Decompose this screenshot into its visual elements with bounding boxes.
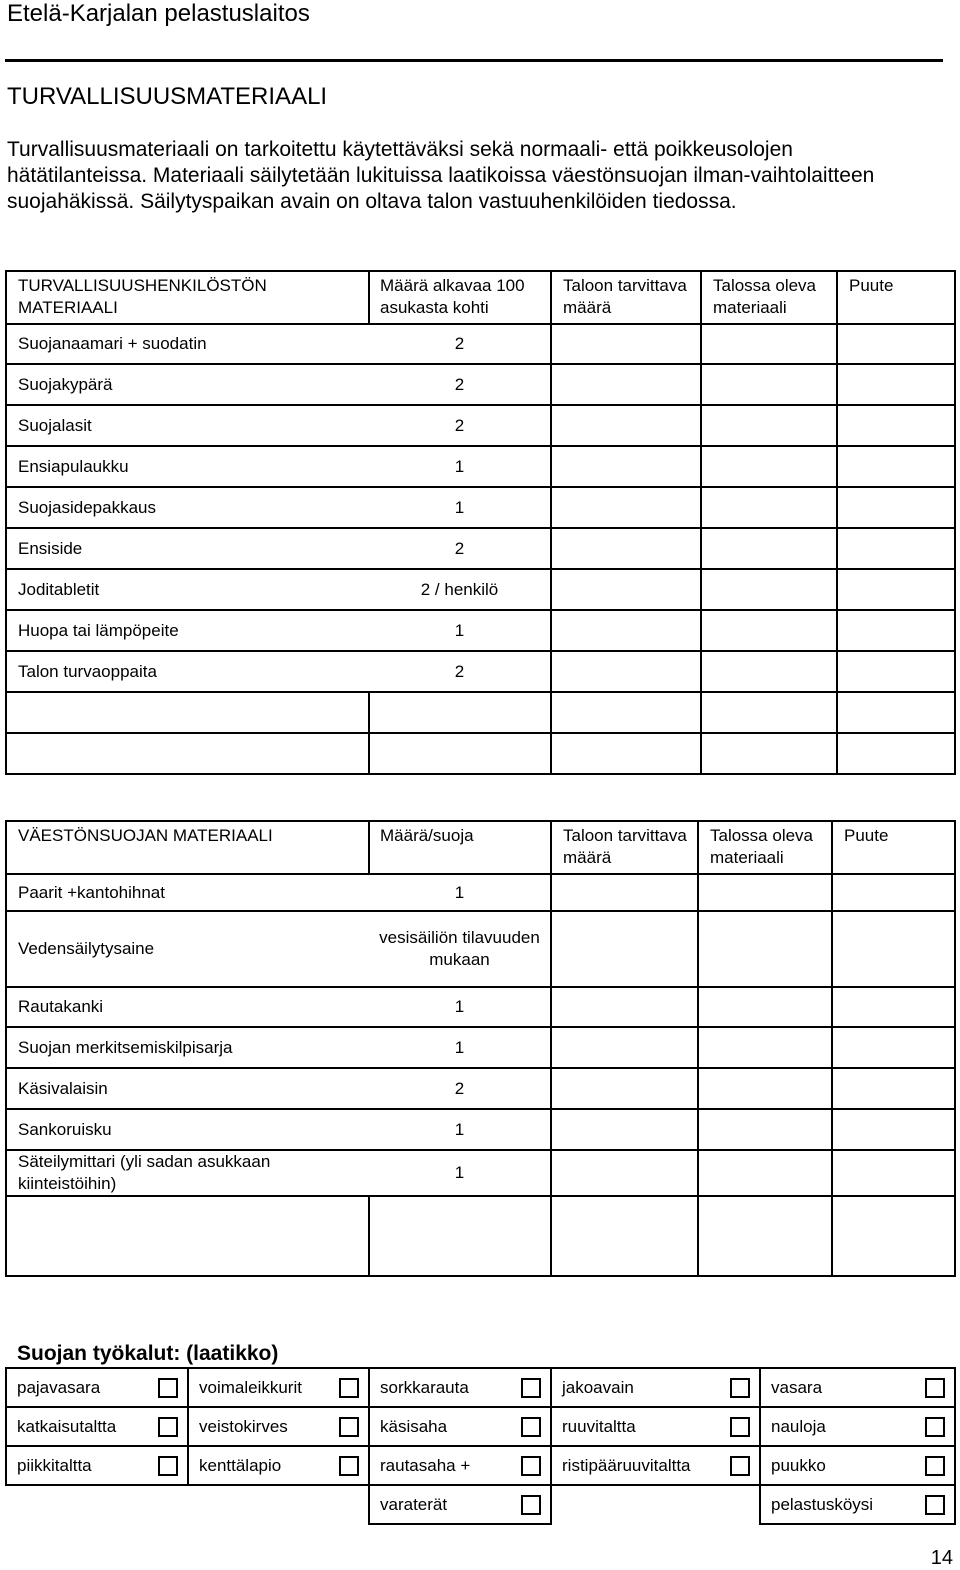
- required-cell[interactable]: [551, 528, 701, 569]
- item-name: Suojakypärä: [6, 364, 369, 405]
- tool-label: vasara: [760, 1368, 916, 1407]
- tools-row: [6, 1407, 955, 1446]
- item-name: Suojalasit: [6, 405, 369, 446]
- tool-checkbox-cell: [330, 1407, 369, 1446]
- blank-cell[interactable]: [837, 692, 955, 733]
- column-header: Taloon tarvittava määrä: [551, 821, 698, 874]
- blank-cell[interactable]: [551, 1196, 698, 1276]
- checkbox[interactable]: [925, 1378, 945, 1398]
- column-header: Määrä/suoja: [369, 821, 551, 874]
- existing-cell[interactable]: [701, 651, 837, 692]
- existing-cell[interactable]: [701, 446, 837, 487]
- existing-cell[interactable]: [698, 987, 832, 1027]
- required-cell[interactable]: [551, 487, 701, 528]
- shortage-cell[interactable]: [837, 528, 955, 569]
- table-row: [6, 364, 955, 405]
- tool-label: pelastusköysi: [760, 1485, 916, 1524]
- existing-cell[interactable]: [698, 911, 832, 987]
- checkbox[interactable]: [730, 1417, 750, 1437]
- blank-cell[interactable]: [698, 1196, 832, 1276]
- personnel-materials-table: [5, 270, 956, 775]
- table-row: [6, 1150, 955, 1196]
- checkbox[interactable]: [339, 1378, 359, 1398]
- tool-label: ristipääruuvitaltta: [551, 1446, 721, 1485]
- column-header: Puute: [837, 271, 955, 324]
- tools-row: [6, 1485, 955, 1524]
- organization-header: Etelä-Karjalan pelastuslaitos: [7, 0, 310, 27]
- column-header: Taloon tarvittava määrä: [551, 271, 701, 324]
- tool-label: varaterät: [369, 1485, 512, 1524]
- blank-cell[interactable]: [369, 1196, 551, 1276]
- shortage-cell[interactable]: [837, 324, 955, 364]
- empty-cell: [330, 1485, 369, 1524]
- item-quantity: 2 / henkilö: [369, 569, 551, 610]
- tool-checkbox-cell: [916, 1407, 955, 1446]
- blank-row: [6, 1196, 955, 1276]
- table-row: [6, 487, 955, 528]
- tool-checkbox-cell: [721, 1407, 760, 1446]
- item-quantity: 2: [369, 528, 551, 569]
- tool-checkbox-cell: [149, 1446, 188, 1485]
- tool-label: nauloja: [760, 1407, 916, 1446]
- item-name: Huopa tai lämpöpeite: [6, 610, 369, 651]
- empty-cell: [6, 1485, 149, 1524]
- blank-cell[interactable]: [551, 692, 701, 733]
- required-cell[interactable]: [551, 651, 701, 692]
- checkbox[interactable]: [925, 1495, 945, 1515]
- existing-cell[interactable]: [701, 364, 837, 405]
- shortage-cell[interactable]: [832, 911, 955, 987]
- required-cell[interactable]: [551, 874, 698, 911]
- blank-cell[interactable]: [369, 733, 551, 774]
- tool-checkbox-cell: [149, 1407, 188, 1446]
- blank-row: [6, 733, 955, 774]
- shortage-cell[interactable]: [832, 1109, 955, 1150]
- shortage-cell[interactable]: [837, 405, 955, 446]
- tool-checkbox-cell: [330, 1368, 369, 1407]
- item-quantity: 1: [369, 987, 551, 1027]
- empty-cell: [149, 1485, 188, 1524]
- shortage-cell[interactable]: [837, 364, 955, 405]
- column-header: Määrä alkavaa 100 asukasta kohti: [369, 271, 551, 324]
- existing-cell[interactable]: [701, 405, 837, 446]
- column-header: Talossa oleva materiaali: [701, 271, 837, 324]
- checkbox[interactable]: [339, 1456, 359, 1476]
- shortage-cell[interactable]: [832, 1027, 955, 1068]
- item-quantity: 2: [369, 364, 551, 405]
- blank-cell[interactable]: [701, 692, 837, 733]
- tool-label: voimaleikkurit: [188, 1368, 330, 1407]
- tool-checkbox-cell: [512, 1407, 551, 1446]
- table-row: [6, 569, 955, 610]
- empty-cell: [721, 1485, 760, 1524]
- blank-cell[interactable]: [6, 1196, 369, 1276]
- page-number: 14: [930, 1547, 953, 1569]
- tool-label: käsisaha: [369, 1407, 512, 1446]
- item-name: Käsivalaisin: [6, 1068, 369, 1109]
- tool-checkbox-cell: [721, 1368, 760, 1407]
- checkbox[interactable]: [925, 1417, 945, 1437]
- required-cell[interactable]: [551, 911, 698, 987]
- required-cell[interactable]: [551, 324, 701, 364]
- shortage-cell[interactable]: [832, 1150, 955, 1196]
- column-header: Puute: [832, 821, 955, 874]
- blank-cell[interactable]: [6, 733, 369, 774]
- item-name: Suojanaamari + suodatin: [6, 324, 369, 364]
- checkbox[interactable]: [521, 1378, 541, 1398]
- table-row: [6, 1027, 955, 1068]
- shortage-cell[interactable]: [837, 651, 955, 692]
- table-header-row: [6, 821, 955, 874]
- item-name: Sankoruisku: [6, 1109, 369, 1150]
- required-cell[interactable]: [551, 446, 701, 487]
- tool-label: piikkitaltta: [6, 1446, 149, 1485]
- item-quantity: 1: [369, 874, 551, 911]
- item-name: Vedensäilytysaine: [6, 911, 369, 987]
- checkbox[interactable]: [730, 1456, 750, 1476]
- required-cell[interactable]: [551, 569, 701, 610]
- table-row: [6, 911, 955, 987]
- shelter-materials-table: [5, 820, 956, 1277]
- tool-label: katkaisutaltta: [6, 1407, 149, 1446]
- blank-cell[interactable]: [6, 692, 369, 733]
- checkbox[interactable]: [339, 1417, 359, 1437]
- table-row: [6, 405, 955, 446]
- required-cell[interactable]: [551, 987, 698, 1027]
- existing-cell[interactable]: [698, 1068, 832, 1109]
- item-quantity: 1: [369, 1027, 551, 1068]
- blank-cell[interactable]: [551, 733, 701, 774]
- column-header: TURVALLISUUSHENKILÖSTÖN MATERIAALI: [6, 271, 369, 324]
- tool-label: jakoavain: [551, 1368, 721, 1407]
- item-quantity: vesisäiliön tilavuuden mukaan: [369, 911, 551, 987]
- item-quantity: 2: [369, 405, 551, 446]
- intro-paragraph: Turvallisuusmateriaali on tarkoitettu käytettäväksi sekä normaali- että poikkeusolojen hätätilanteissa. Materiaali säilytetään lukituissa laatikoissa väestönsuojan ilman-vaihtolaitteen suojahäkissä. Säilytyspaikan avain on oltava talon vastuuhenkilöiden tiedossa.: [7, 138, 875, 213]
- table-row: [6, 528, 955, 569]
- shortage-cell[interactable]: [837, 569, 955, 610]
- blank-cell[interactable]: [837, 733, 955, 774]
- table-row: [6, 446, 955, 487]
- required-cell[interactable]: [551, 1150, 698, 1196]
- item-quantity: 1: [369, 1109, 551, 1150]
- checkbox[interactable]: [730, 1378, 750, 1398]
- item-quantity: 2: [369, 1068, 551, 1109]
- required-cell[interactable]: [551, 1109, 698, 1150]
- tool-checkbox-cell: [512, 1485, 551, 1524]
- existing-cell[interactable]: [698, 1109, 832, 1150]
- item-quantity: 2: [369, 324, 551, 364]
- page-title: TURVALLISUUSMATERIAALI: [7, 83, 328, 110]
- required-cell[interactable]: [551, 364, 701, 405]
- item-quantity: 1: [369, 487, 551, 528]
- existing-cell[interactable]: [698, 1027, 832, 1068]
- tools-row: [6, 1446, 955, 1485]
- shortage-cell[interactable]: [832, 874, 955, 911]
- table-row: [6, 874, 955, 911]
- tool-checkbox-cell: [149, 1368, 188, 1407]
- item-quantity: 1: [369, 610, 551, 651]
- checkbox[interactable]: [158, 1378, 178, 1398]
- existing-cell[interactable]: [701, 569, 837, 610]
- tool-label: veistokirves: [188, 1407, 330, 1446]
- shortage-cell[interactable]: [832, 987, 955, 1027]
- shortage-cell[interactable]: [837, 487, 955, 528]
- tools-checklist-table: [5, 1367, 956, 1525]
- tool-checkbox-cell: [916, 1485, 955, 1524]
- item-name: Talon turvaoppaita: [6, 651, 369, 692]
- item-quantity: 1: [369, 1150, 551, 1196]
- empty-cell: [188, 1485, 330, 1524]
- required-cell[interactable]: [551, 405, 701, 446]
- existing-cell[interactable]: [701, 324, 837, 364]
- item-name: Säteilymittari (yli sadan asukkaan kiinteistöihin): [6, 1150, 369, 1196]
- shortage-cell[interactable]: [837, 610, 955, 651]
- checkbox[interactable]: [158, 1417, 178, 1437]
- blank-cell[interactable]: [369, 692, 551, 733]
- tool-checkbox-cell: [916, 1446, 955, 1485]
- tool-checkbox-cell: [916, 1368, 955, 1407]
- item-name: Paarit +kantohihnat: [6, 874, 369, 911]
- tool-label: puukko: [760, 1446, 916, 1485]
- existing-cell[interactable]: [701, 487, 837, 528]
- column-header: Talossa oleva materiaali: [698, 821, 832, 874]
- table-row: [6, 1109, 955, 1150]
- existing-cell[interactable]: [701, 610, 837, 651]
- checkbox[interactable]: [925, 1456, 945, 1476]
- tools-row: [6, 1368, 955, 1407]
- shortage-cell[interactable]: [832, 1068, 955, 1109]
- tool-checkbox-cell: [721, 1446, 760, 1485]
- tool-checkbox-cell: [330, 1446, 369, 1485]
- item-quantity: 2: [369, 651, 551, 692]
- item-name: Ensiapulaukku: [6, 446, 369, 487]
- table-row: [6, 987, 955, 1027]
- tool-label: ruuvitaltta: [551, 1407, 721, 1446]
- tool-label: kenttälapio: [188, 1446, 330, 1485]
- existing-cell[interactable]: [698, 874, 832, 911]
- checkbox[interactable]: [521, 1417, 541, 1437]
- checkbox[interactable]: [521, 1495, 541, 1515]
- blank-row: [6, 692, 955, 733]
- table-row: [6, 1068, 955, 1109]
- tool-checkbox-cell: [512, 1446, 551, 1485]
- existing-cell[interactable]: [701, 528, 837, 569]
- tool-checkbox-cell: [512, 1368, 551, 1407]
- existing-cell[interactable]: [698, 1150, 832, 1196]
- tool-label: sorkkarauta: [369, 1368, 512, 1407]
- header-divider: [5, 59, 943, 62]
- checkbox[interactable]: [521, 1456, 541, 1476]
- item-name: Joditabletit: [6, 569, 369, 610]
- checkbox[interactable]: [158, 1456, 178, 1476]
- required-cell[interactable]: [551, 610, 701, 651]
- table-header-row: [6, 271, 955, 324]
- tools-section-title: Suojan työkalut: (laatikko): [17, 1342, 279, 1365]
- item-quantity: 1: [369, 446, 551, 487]
- table-row: [6, 651, 955, 692]
- empty-cell: [551, 1485, 721, 1524]
- blank-cell[interactable]: [832, 1196, 955, 1276]
- required-cell[interactable]: [551, 1068, 698, 1109]
- table-row: [6, 610, 955, 651]
- required-cell[interactable]: [551, 1027, 698, 1068]
- shortage-cell[interactable]: [837, 446, 955, 487]
- item-name: Suojan merkitsemiskilpisarja: [6, 1027, 369, 1068]
- column-header: VÄESTÖNSUOJAN MATERIAALI: [6, 821, 369, 874]
- tool-label: pajavasara: [6, 1368, 149, 1407]
- item-name: Ensiside: [6, 528, 369, 569]
- item-name: Rautakanki: [6, 987, 369, 1027]
- item-name: Suojasidepakkaus: [6, 487, 369, 528]
- table-row: [6, 324, 955, 364]
- tool-label: rautasaha +: [369, 1446, 512, 1485]
- blank-cell[interactable]: [701, 733, 837, 774]
